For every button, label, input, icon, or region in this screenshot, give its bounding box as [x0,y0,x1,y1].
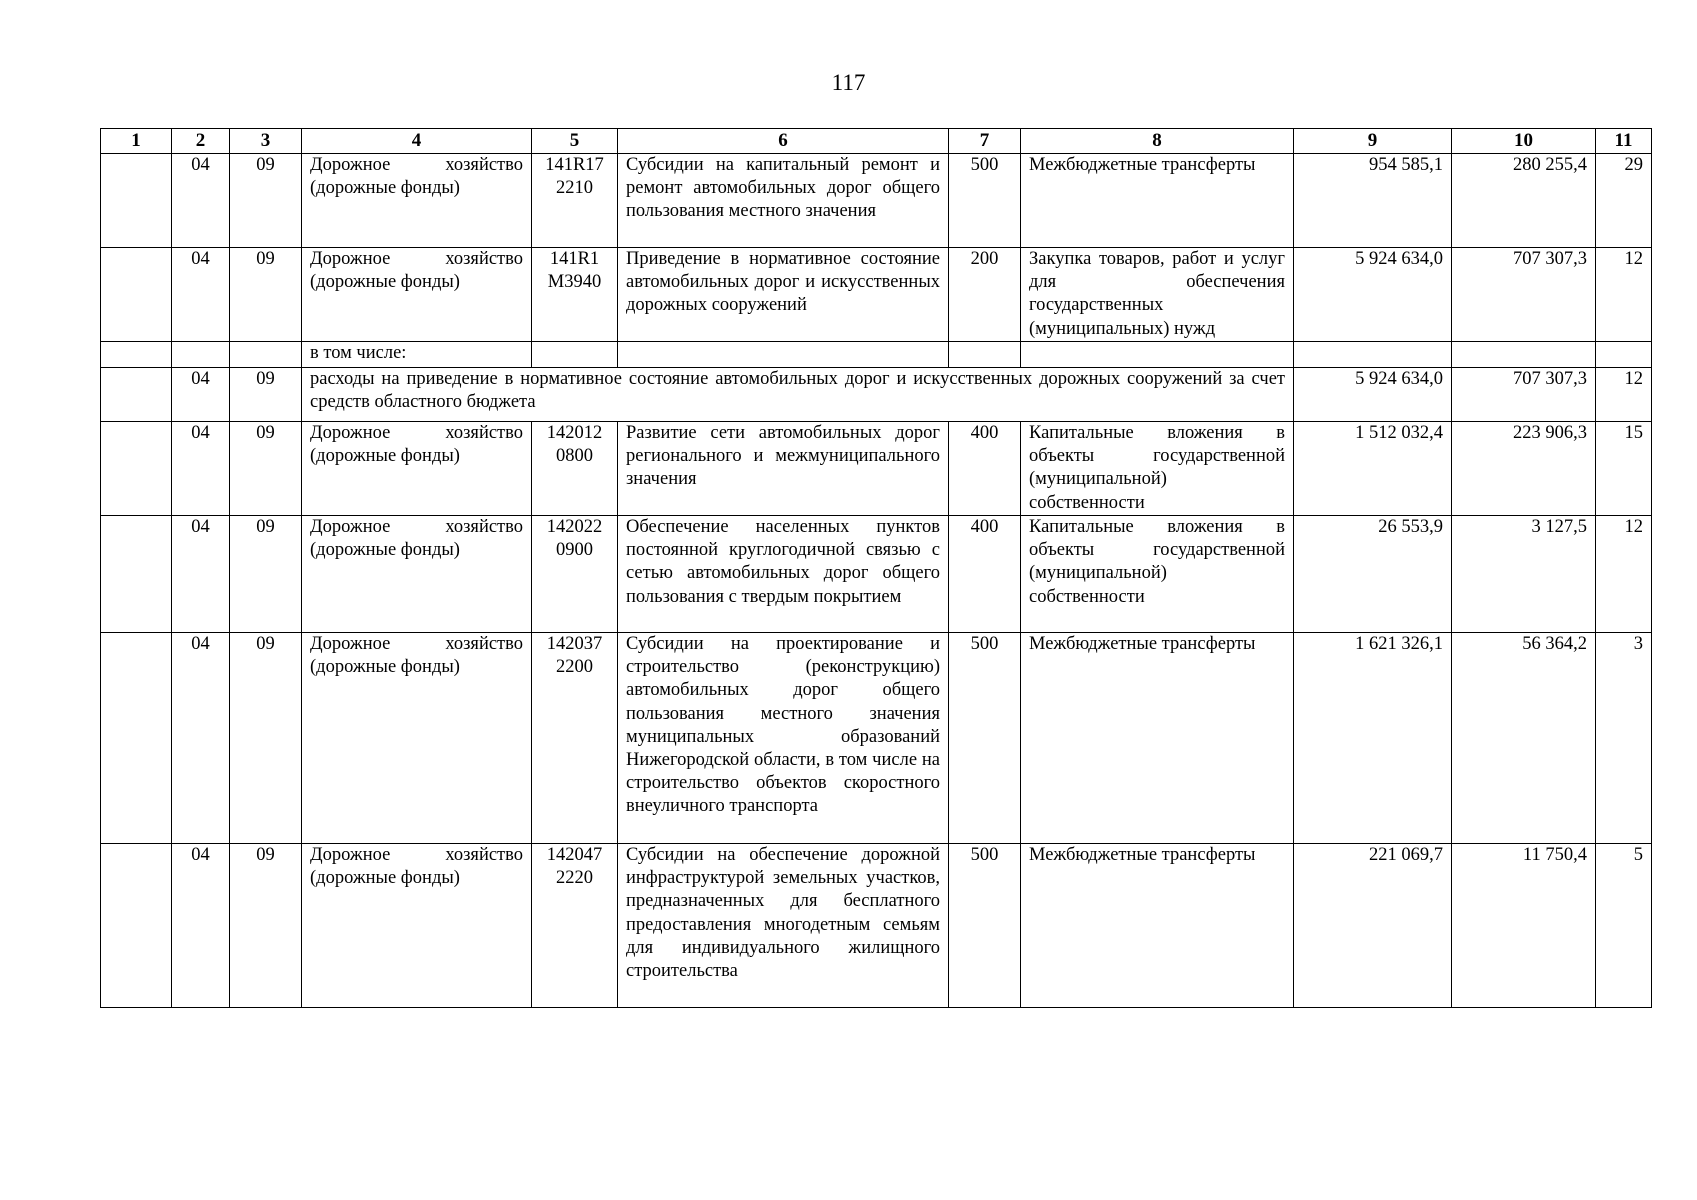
empty-cell [101,342,172,368]
column-header: 1 [101,129,172,154]
cell-col1 [101,516,172,633]
empty-cell [1452,342,1596,368]
cell-subsection: 09 [230,516,302,633]
cell-col11: 5 [1596,844,1652,1008]
cell-name: Дорожное хозяйство (дорожные фонды) [302,516,532,633]
cell-subsection: 09 [230,248,302,342]
cell-col11: 12 [1596,248,1652,342]
empty-cell [1021,342,1294,368]
cell-amount-2: 3 127,5 [1452,516,1596,633]
cell-expense-name: Капитальные вложения в объекты государственной (муниципальной) собственности [1021,516,1294,633]
cell-expense-type: 200 [949,248,1021,342]
page-number: 117 [831,70,866,95]
empty-cell [101,368,172,422]
cell-description: Развитие сети автомобильных дорог регионального и межмуниципального значения [618,422,949,516]
cell-name: Дорожное хозяйство (дорожные фонды) [302,154,532,248]
cell-name: Дорожное хозяйство (дорожные фонды) [302,844,532,1008]
cell-description: Приведение в нормативное состояние автомобильных дорог и искусственных дорожных сооружений [618,248,949,342]
header-row [101,129,1652,154]
cell-target-code: 142012 0800 [532,422,618,516]
cell-subsection: 09 [230,368,302,422]
column-header: 11 [1596,129,1652,154]
table-row [101,516,1652,633]
cell-amount: 954 585,1 [1294,154,1452,248]
cell-col11: 12 [1596,368,1652,422]
cell-expense-name: Закупка товаров, работ и услуг для обеспечения государственных (муниципальных) нужд [1021,248,1294,342]
cell-col1 [101,248,172,342]
cell-target-code: 141R17 2210 [532,154,618,248]
cell-section: 04 [172,422,230,516]
cell-description: Обеспечение населенных пунктов постоянной круглогодичной связью с сетью автомобильных дорог общего пользования с твердым покрытием [618,516,949,633]
cell-col11: 15 [1596,422,1652,516]
cell-target-code: 142037 2200 [532,633,618,844]
cell-target-code: 142047 2220 [532,844,618,1008]
cell-name: Дорожное хозяйство (дорожные фонды) [302,248,532,342]
cell-subsection: 09 [230,422,302,516]
empty-cell [618,342,949,368]
cell-name: Дорожное хозяйство (дорожные фонды) [302,422,532,516]
including-label: в том числе: [302,342,532,368]
cell-subsection: 09 [230,633,302,844]
cell-col11: 3 [1596,633,1652,844]
column-header: 8 [1021,129,1294,154]
cell-expense-type: 400 [949,422,1021,516]
cell-section: 04 [172,248,230,342]
cell-expense-type: 400 [949,516,1021,633]
cell-col1 [101,844,172,1008]
table-row [101,633,1652,844]
budget-table [100,128,1652,1008]
cell-col1 [101,633,172,844]
column-header: 9 [1294,129,1452,154]
table-row [101,368,1652,422]
cell-col1 [101,422,172,516]
cell-amount: 5 924 634,0 [1294,248,1452,342]
cell-subsection: 09 [230,154,302,248]
cell-section: 04 [172,368,230,422]
cell-section: 04 [172,844,230,1008]
empty-cell [1294,342,1452,368]
cell-amount: 26 553,9 [1294,516,1452,633]
empty-cell [230,342,302,368]
column-header: 3 [230,129,302,154]
cell-description: Субсидии на капитальный ремонт и ремонт автомобильных дорог общего пользования местного значения [618,154,949,248]
empty-cell [532,342,618,368]
cell-target-code: 142022 0900 [532,516,618,633]
table-row [101,154,1652,248]
cell-amount-2: 707 307,3 [1452,368,1596,422]
table-row [101,422,1652,516]
cell-name: Дорожное хозяйство (дорожные фонды) [302,633,532,844]
cell-expense-type: 500 [949,154,1021,248]
cell-expense-type: 500 [949,844,1021,1008]
cell-amount: 221 069,7 [1294,844,1452,1008]
cell-subsection: 09 [230,844,302,1008]
empty-cell [1596,342,1652,368]
column-header: 7 [949,129,1021,154]
column-header: 4 [302,129,532,154]
empty-cell [949,342,1021,368]
column-header: 2 [172,129,230,154]
cell-target-code: 141R1 M3940 [532,248,618,342]
cell-amount-2: 280 255,4 [1452,154,1596,248]
cell-col1 [101,154,172,248]
cell-expense-name: Межбюджетные трансферты [1021,844,1294,1008]
cell-expense-name: Капитальные вложения в объекты государственной (муниципальной) собственности [1021,422,1294,516]
column-header: 10 [1452,129,1596,154]
table-row [101,248,1652,342]
cell-section: 04 [172,154,230,248]
cell-col11: 12 [1596,516,1652,633]
cell-expense-name: Межбюджетные трансферты [1021,154,1294,248]
cell-section: 04 [172,633,230,844]
cell-amount-2: 11 750,4 [1452,844,1596,1008]
cell-description: Субсидии на обеспечение дорожной инфраструктурой земельных участков, предназначенных для бесплатного предоставления многодетным семьям для индивидуального жилищного строительства [618,844,949,1008]
table-row [101,844,1652,1008]
cell-amount-2: 223 906,3 [1452,422,1596,516]
cell-expense-type: 500 [949,633,1021,844]
column-header: 5 [532,129,618,154]
empty-cell [172,342,230,368]
cell-expense-name: Межбюджетные трансферты [1021,633,1294,844]
cell-amount: 5 924 634,0 [1294,368,1452,422]
cell-amount: 1 512 032,4 [1294,422,1452,516]
including-row [101,342,1652,368]
cell-col11: 29 [1596,154,1652,248]
cell-amount-2: 56 364,2 [1452,633,1596,844]
column-header: 6 [618,129,949,154]
cell-amount: 1 621 326,1 [1294,633,1452,844]
cell-amount-2: 707 307,3 [1452,248,1596,342]
cell-description: Субсидии на проектирование и строительство (реконструкцию) автомобильных дорог общего пользования местного значения муниципальных образований Нижегородской области, в том числе на строительство объектов скоростного внеуличного транспорта [618,633,949,844]
cell-sub-description: расходы на приведение в нормативное состояние автомобильных дорог и искусственных дорожных сооружений за счет средств областного бюджета [302,368,1294,422]
cell-section: 04 [172,516,230,633]
